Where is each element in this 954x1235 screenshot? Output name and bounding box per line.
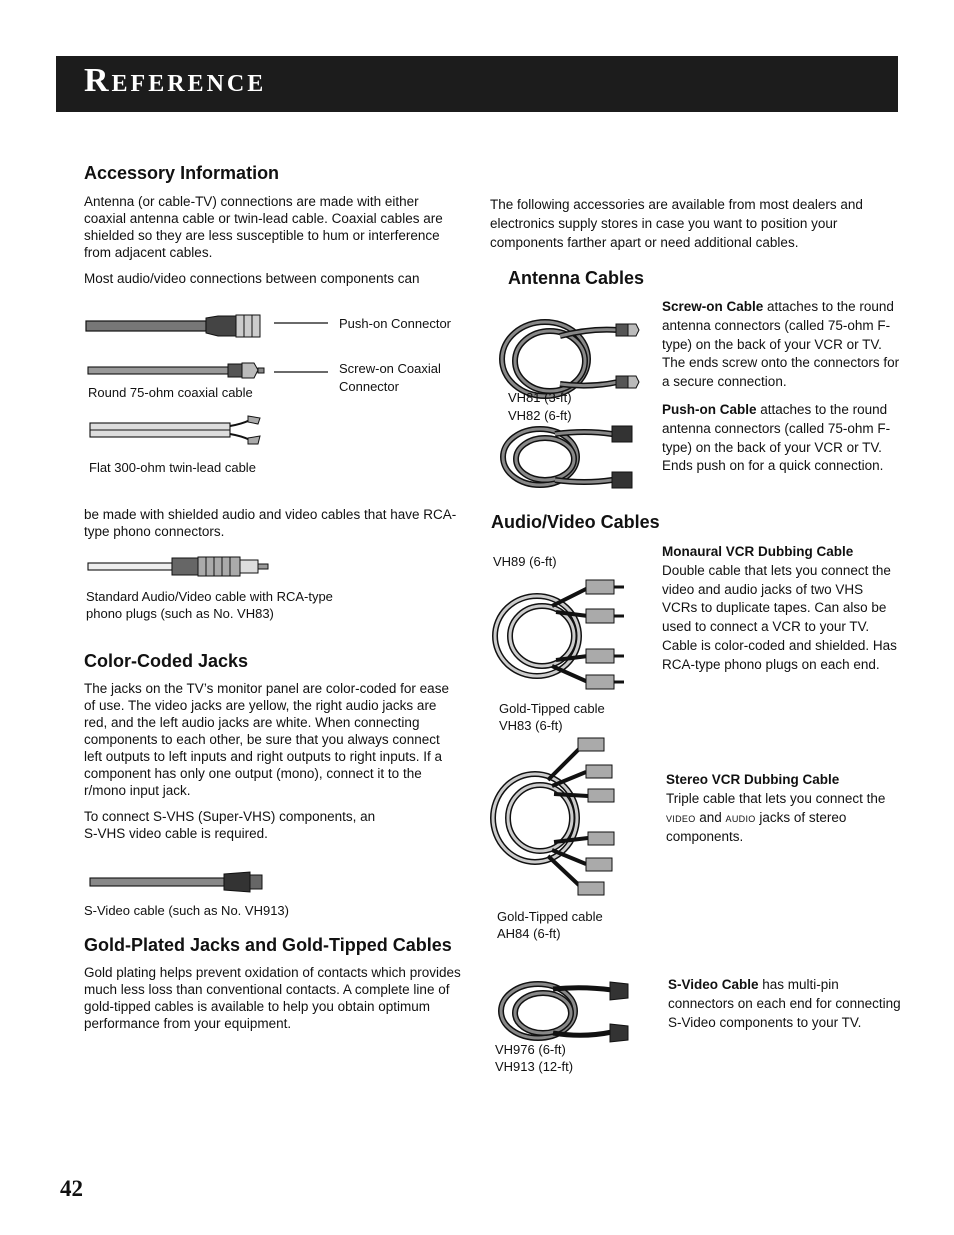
gold-plated-heading: Gold-Plated Jacks and Gold-Tipped Cables (84, 935, 452, 955)
twin-lead-caption: Flat 300-ohm twin-lead cable (89, 460, 256, 475)
screw-on-coax-cable-illustration (88, 360, 268, 382)
accessories-intro: The following accessories are available from most dealers and electronics supply stores in case you want to position your components farther apart or need additional cables. (490, 197, 863, 250)
svideo-caption: S-Video cable (such as No. VH913) (84, 903, 289, 918)
coiled-svideo-cable-illustration (498, 980, 638, 1042)
coiled-screw-on-cable-illustration (500, 318, 645, 400)
antenna-cables-heading: Antenna Cables (508, 268, 645, 288)
stereo-dubbing-description: Stereo VCR Dubbing Cable Triple cable that lets you connect the VIDEO and AUDIO jacks of stereo components. (666, 772, 886, 845)
svhs-paragraph-line-1: To connect S-VHS (Super-VHS) components, an (84, 809, 376, 824)
twin-lead-cable-illustration (90, 414, 268, 446)
vh976-label: VH976 (6-ft) (495, 1042, 566, 1057)
ah84-label: AH84 (6-ft) (497, 926, 561, 941)
round-coax-caption: Round 75-ohm coaxial cable (88, 385, 253, 400)
screw-on-connector-label-1: Screw-on Coaxial (339, 361, 441, 376)
push-on-cable-title: Push-on Cable (662, 402, 757, 417)
push-on-leader-line (274, 322, 330, 326)
vh83-label: VH83 (6-ft) (499, 718, 563, 733)
screw-on-cable-title: Screw-on Cable (662, 299, 764, 314)
vh913-label: VH913 (12-ft) (495, 1059, 574, 1074)
accessory-paragraph-2: Most audio/video connections between components can (84, 271, 420, 286)
screw-on-cable-description: Screw-on Cable attaches to the round antenna connectors (called 75-ohm F-type) on the back of your VCR or TV. The ends screw onto the connectors for a secure connection. (662, 299, 900, 390)
vh81-label: VH81 (3-ft) (508, 390, 572, 405)
svideo-cable-illustration (90, 870, 268, 894)
page-number: 42 (60, 1176, 83, 1201)
gold-tipped-label-1: Gold-Tipped cable (499, 701, 605, 716)
svhs-paragraph-line-2: S-VHS video cable is required. (84, 826, 268, 841)
screw-on-connector-label-2: Connector (339, 379, 399, 394)
push-on-cable-description: Push-on Cable attaches to the round antenna connectors (called 75-ohm F-type) on the back of your VCR or TV. Ends push on for a quick connection. (662, 402, 891, 474)
mono-dubbing-cable-illustration (492, 574, 630, 696)
push-on-connector-label: Push-on Connector (339, 316, 452, 331)
color-coded-heading: Color-Coded Jacks (84, 651, 249, 671)
coiled-push-on-cable-illustration (500, 424, 640, 490)
gold-tipped-label-2: Gold-Tipped cable (497, 909, 603, 924)
stereo-dubbing-cable-illustration (490, 736, 632, 900)
push-on-coax-cable-illustration (86, 312, 276, 340)
rca-cable-illustration (88, 555, 274, 579)
accessory-paragraph-1: Antenna (or cable-TV) connections are made with either coaxial antenna cable or twin-lead cable. Coaxial cables are shielded so they are less susceptible to hum or interference from adjacent cables. (84, 194, 443, 260)
stereo-dubbing-title: Stereo VCR Dubbing Cable (666, 772, 840, 787)
mono-dubbing-description: Monaural VCR Dubbing Cable Double cable that lets you connect the video and audio jacks of two VHS VCRs to duplicate tapes. Can also be used to connect a VCR to your TV. Cable is color-coded and shielded. Has RCA-type phono plugs on each end. (662, 544, 897, 672)
accessory-paragraph-3: be made with shielded audio and video cables that have RCA-type phono connectors. (84, 507, 457, 539)
svideo-cable-title: S-Video Cable (668, 977, 759, 992)
mono-dubbing-title: Monaural VCR Dubbing Cable (662, 544, 854, 559)
gold-plated-paragraph: Gold plating helps prevent oxidation of contacts which provides much less loss than conventional contacts. A complete line of gold-tipped cables is available to help you obtain optimum performance from your equipment. (84, 965, 461, 1031)
svideo-cable-description: S-Video Cable has multi-pin connectors on each end for connecting S-Video components to your TV. (668, 977, 901, 1030)
rca-caption-1: Standard Audio/Video cable with RCA-type (86, 589, 333, 604)
accessory-heading: Accessory Information (84, 163, 280, 183)
audio-video-cables-heading: Audio/Video Cables (491, 512, 660, 532)
rca-caption-2: phono plugs (such as No. VH83) (86, 606, 274, 621)
vh82-label: VH82 (6-ft) (508, 408, 572, 423)
color-coded-paragraph: The jacks on the TV’s monitor panel are color-coded for ease of use. The video jacks are yellow, the right audio jacks are red, and the left audio jacks are white. When connecting components to each other, be sure that you always connect left outputs to left inputs and right outputs to right inputs. If a component has only one output (mono), connect it to the r/mono input jack. (84, 681, 449, 798)
screw-on-leader-line (274, 371, 330, 375)
vh89-label: VH89 (6-ft) (493, 554, 557, 569)
page-title: Reference (84, 62, 267, 99)
